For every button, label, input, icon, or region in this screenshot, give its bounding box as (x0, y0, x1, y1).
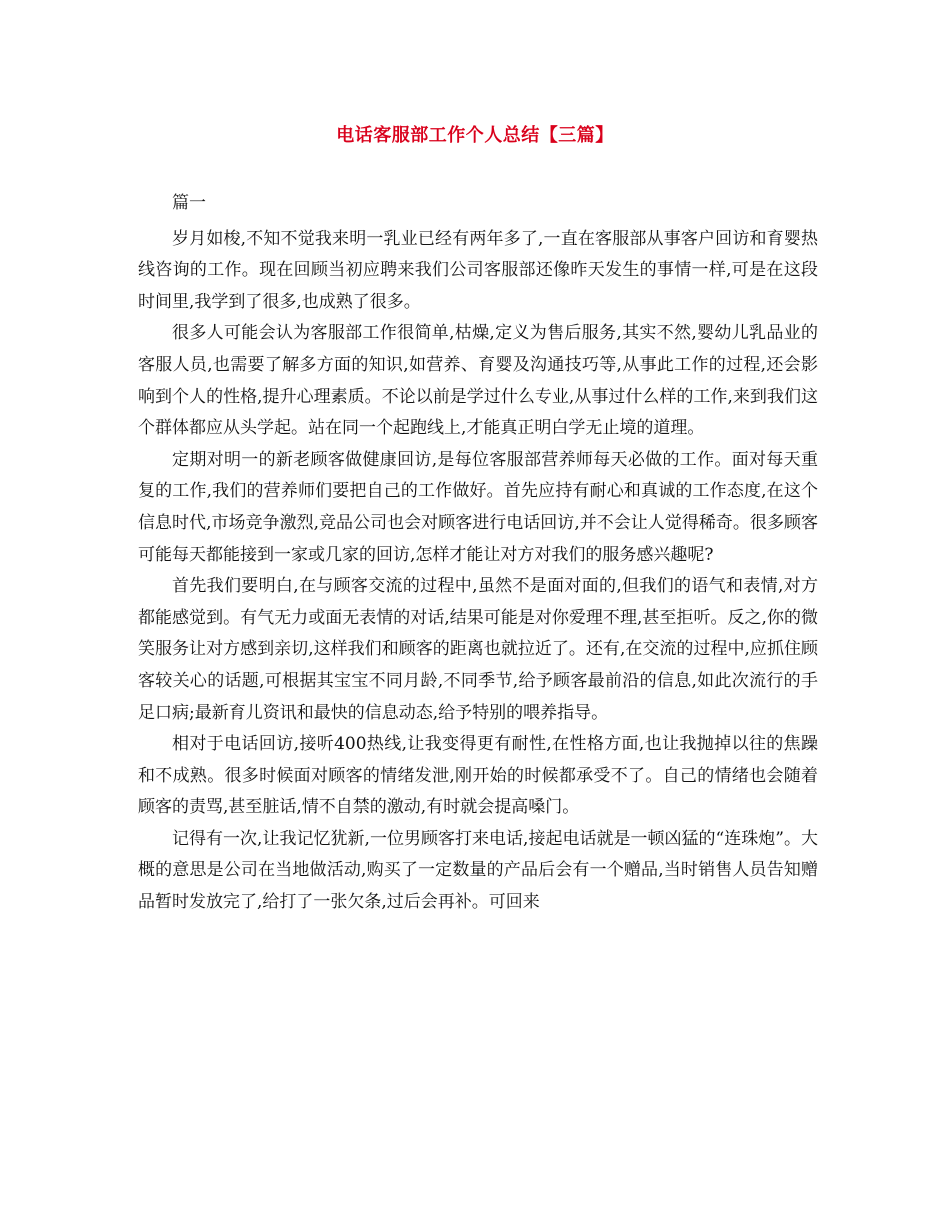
document-body (138, 188, 818, 919)
paragraph: 很多人可能会认为客服部工作很简单,枯燥,定义为售后服务,其实不然,婴幼儿乳品业的客服人员,也需要了解多方面的知识,如营养、育婴及沟通技巧等,从事此工作的过程,还会影响到个人的性格,提升心理素质。不论以前是学过什么专业,从事过什么样的工作,来到我们这个群体都应从头学起。站在同一个起跑线上,才能真正明白学无止境的道理。 (138, 323, 818, 439)
paragraph: 相对于电话回访,接听400热线,让我变得更有耐性,在性格方面,也让我抛掉以往的焦躁和不成熟。很多时候面对顾客的情绪发泄,刚开始的时候都承受不了。自己的情绪也会随着顾客的责骂,甚至脏话,情不自禁的激动,有时就会提高嗓门。 (138, 734, 818, 818)
document-title: 电话客服部工作个人总结【三篇】 (336, 125, 614, 146)
paragraph: 记得有一次,让我记忆犹新,一位男顾客打来电话,接起电话就是一顿凶猛的“连珠炮”。大概的意思是公司在当地做活动,购买了一定数量的产品后会有一个赠品,当时销售人员告知赠品暂时发放完了,给打了一张欠条,过后会再补。可回来 (138, 828, 818, 913)
paragraph: 定期对明一的新老顾客做健康回访,是每位客服部营养师每天必做的工作。面对每天重复的工作,我们的营养师们要把自己的工作做好。首先应持有耐心和真诚的工作态度,在这个信息时代,市场竞争激烈,竞品公司也会对顾客进行电话回访,并不会让人觉得稀奇。很多顾客可能每天都能接到一家或几家的回访,怎样才能让对方对我们的服务感兴趣呢? (138, 449, 818, 565)
paragraph: 首先我们要明白,在与顾客交流的过程中,虽然不是面对面的,但我们的语气和表情,对方都能感觉到。有气无力或面无表情的对话,结果可能是对你爱理不理,甚至拒听。反之,你的微笑服务让对方感到亲切,这样我们和顾客的距离也就拉近了。还有,在交流的过程中,应抓住顾客较关心的话题,可根据其宝宝不同月龄,不同季节,给予顾客最前沿的信息,如此次流行的手足口病;最新育儿资讯和最快的信息动态,给予特别的喂养指导。 (138, 576, 818, 723)
paragraph: 岁月如梭,不知不觉我来明一乳业已经有两年多了,一直在客服部从事客户回访和育婴热线咨询的工作。现在回顾当初应聘来我们公司客服部还像昨天发生的事情一样,可是在这段时间里,我学到了很多,也成熟了很多。 (138, 228, 818, 312)
section-heading: 篇一 (172, 193, 206, 213)
